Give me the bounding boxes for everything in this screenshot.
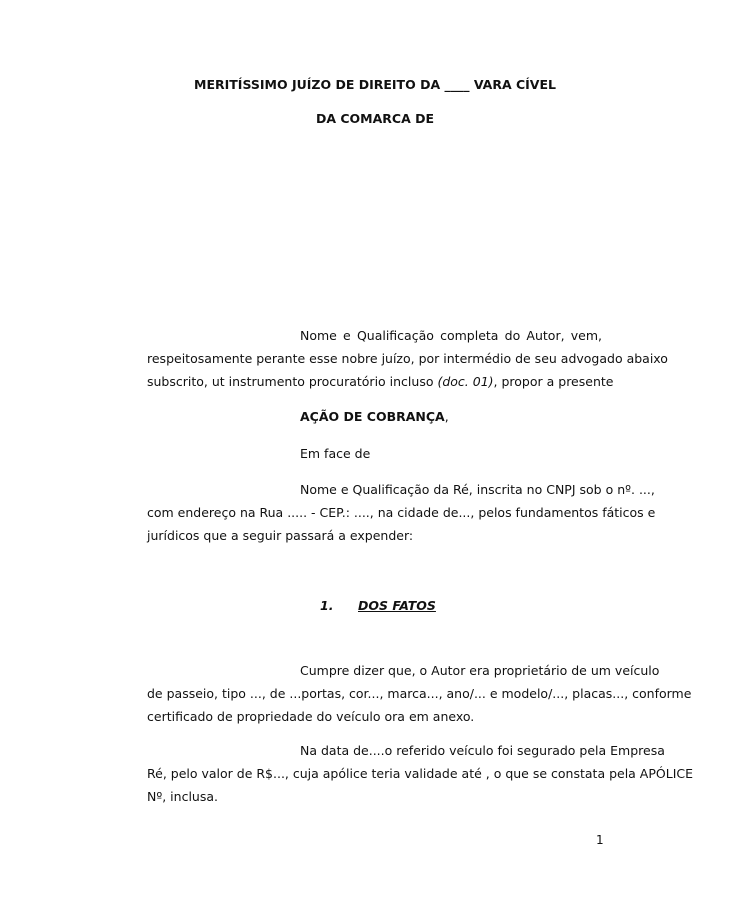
em-face-de: Em face de — [300, 446, 371, 461]
page-number: 1 — [596, 833, 604, 847]
action-title-comma: , — [444, 409, 449, 424]
intro-line-2: respeitosamente perante esse nobre juízo, por intermédio de seu advogado abaixo — [147, 351, 668, 366]
intro-line-3 — [147, 373, 614, 390]
action-title-text: AÇÃO DE COBRANÇA — [300, 409, 445, 424]
section-1-heading — [320, 597, 436, 614]
section-1-number: 1. — [320, 598, 334, 613]
intro-line-3-a: subscrito, ut instrumento procuratório incluso — [147, 374, 438, 389]
facts-p2-line-2: Ré, pelo valor de R$..., cuja apólice teria validade até , o que se constata pela APÓLICE — [147, 766, 694, 781]
defendant-line-3: jurídicos que a seguir passará a expender: — [147, 528, 414, 543]
section-1-title: DOS FATOS — [358, 598, 436, 613]
facts-p1-line-2: de passeio, tipo ..., de ...portas, cor..., marca..., ano/... e modelo/..., placas..., conforme — [147, 686, 692, 701]
facts-p2-line-1: Na data de....o referido veículo foi segurado pela Empresa — [300, 743, 665, 758]
intro-line-3-b: , propor a presente — [493, 374, 614, 389]
court-heading: MERITÍSSIMO JUÍZO DE DIREITO DA ____ VARA CÍVEL — [194, 77, 556, 92]
facts-p1-line-3: certificado de propriedade do veículo ora em anexo. — [147, 709, 475, 724]
doc-reference: (doc. 01) — [437, 374, 494, 389]
facts-p1-line-1: Cumpre dizer que, o Autor era proprietário de um veículo — [300, 663, 660, 678]
action-title — [300, 408, 602, 425]
defendant-line-1: Nome e Qualificação da Ré, inscrita no CNPJ sob o nº. ..., — [300, 482, 655, 497]
facts-p2-line-3: Nº, inclusa. — [147, 789, 218, 804]
district-heading: DA COMARCA DE — [315, 111, 435, 126]
intro-line-1: Nome e Qualificação completa do Autor, vem, — [300, 328, 602, 343]
defendant-line-2: com endereço na Rua ..... - CEP.: ...., na cidade de..., pelos fundamentos fáticos e — [147, 505, 656, 520]
